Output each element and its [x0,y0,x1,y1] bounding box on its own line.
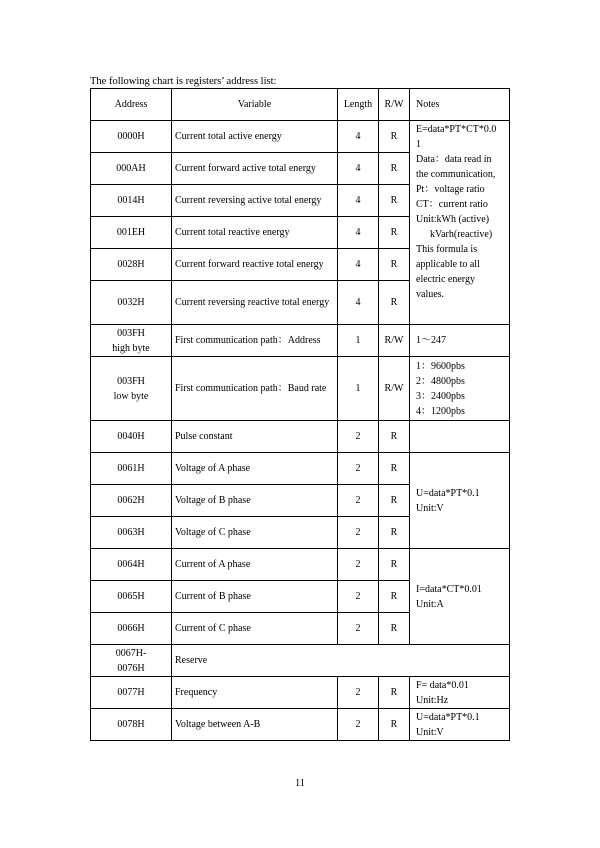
note-line: Unit:V [416,726,444,738]
rw-cell: R [379,153,410,185]
table-row [91,421,510,453]
note-line: Unit:kWh (active) [416,214,490,225]
length-cell: 4 [338,121,379,153]
variable-cell: Current of A phase [172,549,338,581]
address-cell [91,357,172,421]
rw-cell: R [379,453,410,485]
note-line: 2：4800pbs [416,375,465,387]
length-cell: 2 [338,453,379,485]
table-row [91,325,510,357]
address-cell: 0000H [91,121,172,153]
variable-cell: Voltage of C phase [172,517,338,549]
variable-cell: Current of B phase [172,581,338,613]
address-cell: 0032H [91,281,172,325]
header-length: Length [338,89,379,121]
note-line: 3：2400pbs [416,390,465,402]
table-header-row [91,89,510,121]
length-cell: 2 [338,421,379,453]
rw-cell: R [379,217,410,249]
address-cell: 0063H [91,517,172,549]
variable-cell: Frequency [172,677,338,709]
notes-energy-cell [410,121,510,325]
variable-cell: Current forward active total energy [172,153,338,185]
variable-cell: First communication path：Address [172,325,338,357]
header-notes: Notes [410,89,510,121]
length-cell: 2 [338,677,379,709]
table-row [91,357,510,421]
length-cell: 2 [338,581,379,613]
variable-cell: Current of C phase [172,613,338,645]
header-variable: Variable [172,89,338,121]
length-cell: 4 [338,217,379,249]
length-cell: 2 [338,709,379,741]
variable-cell: Current reversing reactive total energy [172,281,338,325]
rw-cell: R [379,581,410,613]
length-cell: 2 [338,549,379,581]
note-line: 4：1200pbs [416,405,465,417]
address-cell [91,645,172,677]
rw-cell: R [379,677,410,709]
rw-cell: R [379,421,410,453]
address-cell: 0066H [91,613,172,645]
notes-cell [410,421,510,453]
page-number: 11 [294,778,306,789]
rw-cell: R [379,185,410,217]
length-cell: 2 [338,485,379,517]
table-row [91,453,510,485]
address-line: 003FH [117,375,145,387]
register-address-table [90,88,510,741]
note-line: I=data*CT*0.01 [416,583,482,595]
note-line: This formula is [416,244,478,255]
address-cell: 0065H [91,581,172,613]
variable-cell: First communication path：Baud rate [172,357,338,421]
address-cell: 0028H [91,249,172,281]
rw-cell: R/W [379,357,410,421]
variable-cell: Voltage between A-B [172,709,338,741]
address-cell: 0078H [91,709,172,741]
variable-cell: Voltage of B phase [172,485,338,517]
variable-cell: Current forward reactive total energy [172,249,338,281]
note-line: Pt：voltage ratio [416,184,485,195]
variable-cell: Voltage of A phase [172,453,338,485]
rw-cell: R [379,709,410,741]
variable-cell: Pulse constant [172,421,338,453]
note-line: 1 [416,139,421,150]
variable-cell: Current total active energy [172,121,338,153]
rw-cell: R [379,249,410,281]
length-cell: 2 [338,517,379,549]
note-line: kVarh(reactive) [430,229,493,240]
note-line: applicable to all [416,259,480,270]
notes-current-cell [410,549,510,645]
length-cell: 4 [338,249,379,281]
address-cell: 0040H [91,421,172,453]
rw-cell: R/W [379,325,410,357]
address-line: 003FH [117,327,145,339]
rw-cell: R [379,549,410,581]
header-rw: R/W [379,89,410,121]
note-line: U=data*PT*0.1 [416,487,480,499]
rw-cell: R [379,485,410,517]
variable-cell: Current reversing active total energy [172,185,338,217]
header-address: Address [91,89,172,121]
note-line: CT：current ratio [416,199,488,210]
table-intro: The following chart is registers’ address list: [90,76,277,87]
note-line: Unit:V [416,502,444,514]
address-cell: 001EH [91,217,172,249]
reserve-cell: Reserve [172,645,510,677]
notes-voltage-cell [410,453,510,549]
address-sub-line: high byte [112,342,150,354]
note-line: U=data*PT*0.1 [416,711,480,723]
rw-cell: R [379,613,410,645]
note-line: values. [416,289,445,300]
rw-cell: R [379,517,410,549]
table-row [91,709,510,741]
address-cell: 000AH [91,153,172,185]
note-line: Unit:Hz [416,694,449,706]
note-line: E=data*PT*CT*0.0 [416,124,497,135]
table-row [91,677,510,709]
address-line: 0067H- [115,647,147,659]
address-cell: 0061H [91,453,172,485]
variable-cell: Current total reactive energy [172,217,338,249]
notes-frequency-cell [410,677,510,709]
address-sub-line: 0076H [117,662,145,674]
note-line: 1：9600pbs [416,360,465,372]
length-cell: 1 [338,325,379,357]
length-cell: 4 [338,185,379,217]
address-cell: 0064H [91,549,172,581]
notes-baud-cell [410,357,510,421]
note-line: Unit:A [416,598,444,610]
note-line: electric energy [416,274,475,285]
length-cell: 2 [338,613,379,645]
address-cell: 0062H [91,485,172,517]
notes-voltage-ab-cell [410,709,510,741]
table-row [91,121,510,153]
note-line: F= data*0.01 [416,679,469,691]
rw-cell: R [379,121,410,153]
address-cell: 0014H [91,185,172,217]
note-line: Data：data read in [416,154,492,165]
table-row [91,645,510,677]
notes-cell: 1～247 [410,325,510,357]
length-cell: 1 [338,357,379,421]
address-cell [91,325,172,357]
length-cell: 4 [338,153,379,185]
table-row [91,549,510,581]
rw-cell: R [379,281,410,325]
length-cell: 4 [338,281,379,325]
note-line: the communication, [416,169,496,180]
address-sub-line: low byte [113,390,149,402]
address-cell: 0077H [91,677,172,709]
